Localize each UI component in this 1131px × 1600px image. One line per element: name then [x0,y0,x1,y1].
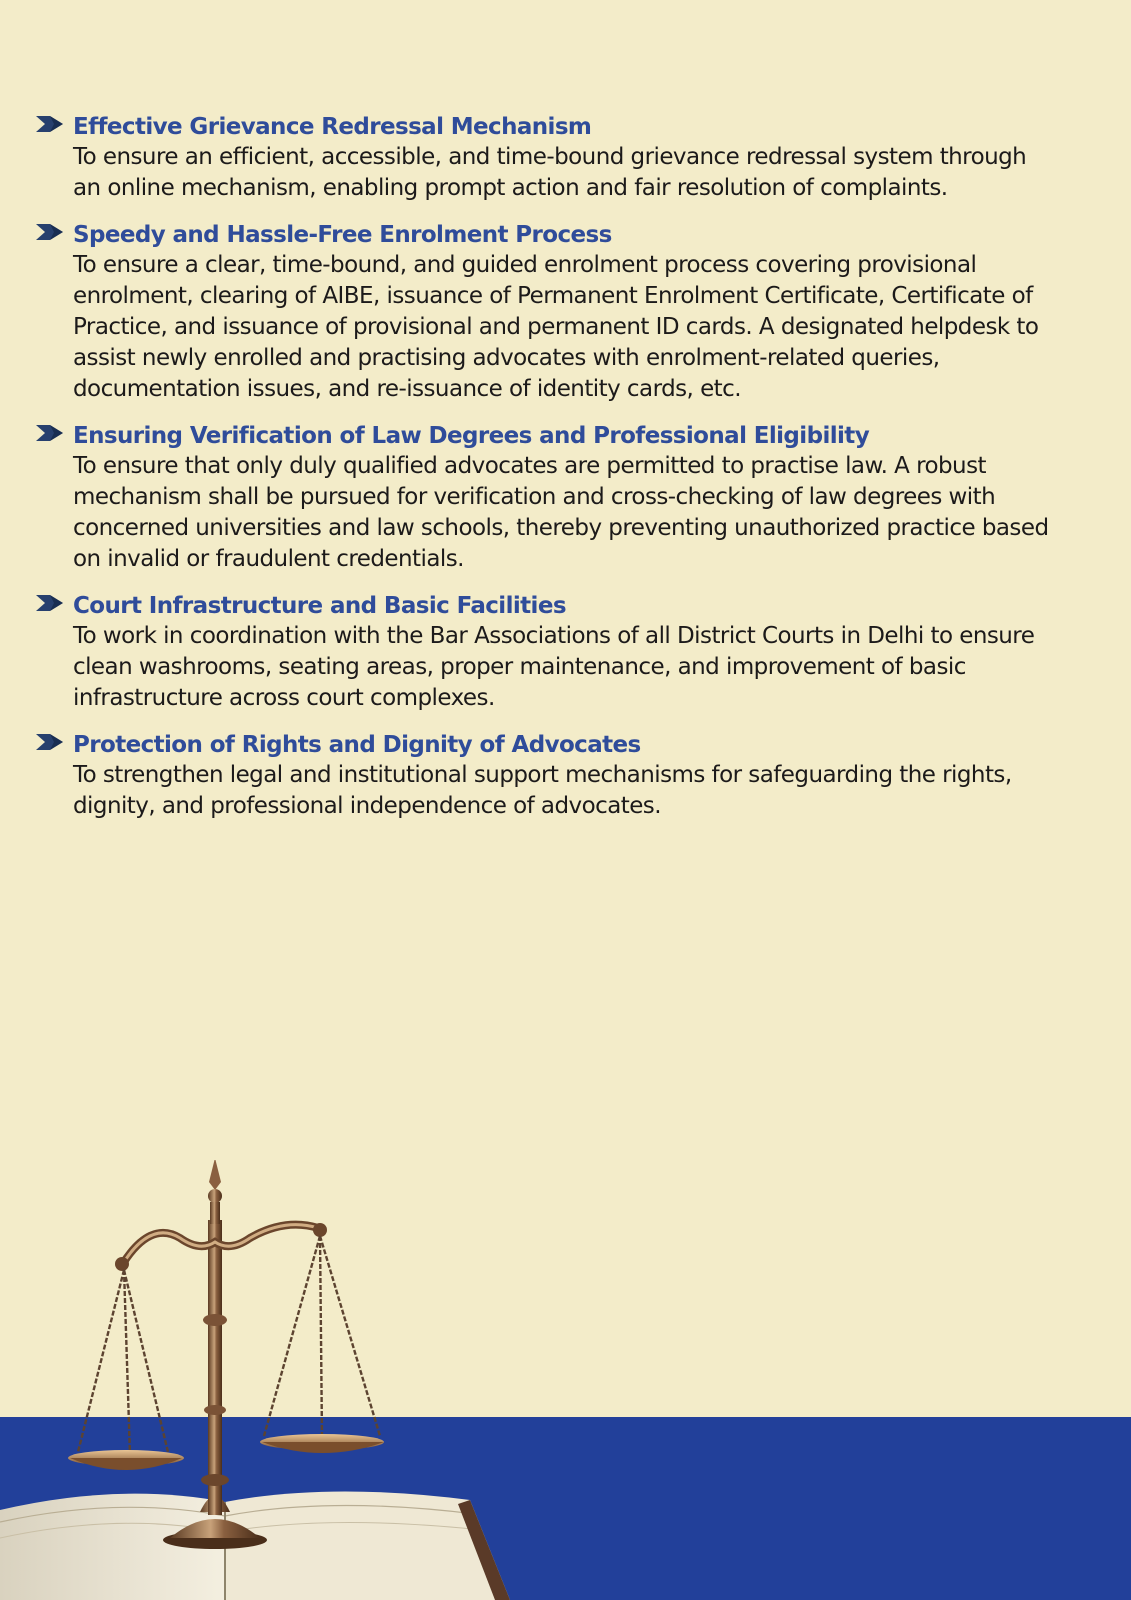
description-line: dignity, and professional independence of advocates. [73,793,661,819]
chevron-arrow-icon [36,115,66,133]
chevron-arrow-icon [36,733,66,751]
item-heading: Protection of Rights and Dignity of Advocates [73,732,641,758]
list-item [36,591,1096,714]
item-description [73,451,1096,575]
item-description [73,760,1096,822]
description-line: To work in coordination with the Bar Associations of all District Courts in Delhi to ensure [73,623,1035,649]
list-item [36,730,1096,822]
description-line: clean washrooms, seating areas, proper maintenance, and improvement of basic [73,654,966,680]
item-heading: Court Infrastructure and Basic Facilities [73,593,566,619]
description-line: To strengthen legal and institutional support mechanisms for safeguarding the rights, [73,762,1012,788]
description-line: concerned universities and law schools, thereby preventing unauthorized practice based [73,515,1049,541]
description-line: mechanism shall be pursued for verification and cross-checking of law degrees with [73,484,996,510]
description-line: an online mechanism, enabling prompt action and fair resolution of complaints. [73,175,948,201]
list-item [36,421,1096,575]
item-description [73,142,1096,204]
description-line: To ensure that only duly qualified advocates are permitted to practise law. A robust [73,453,986,479]
item-description [73,621,1096,714]
description-line: Practice, and issuance of provisional and permanent ID cards. A designated helpdesk to [73,314,1039,340]
description-line: enrolment, clearing of AIBE, issuance of Permanent Enrolment Certificate, Certificate of [73,283,1033,309]
description-line: assist newly enrolled and practising advocates with enrolment-related queries, [73,345,940,371]
chevron-arrow-icon [36,424,66,442]
description-line: To ensure an efficient, accessible, and time-bound grievance redressal system through [73,144,1027,170]
list-item [36,220,1096,405]
item-heading: Speedy and Hassle-Free Enrolment Process [73,222,612,248]
scales-of-justice-icon [0,1160,560,1600]
description-line: infrastructure across court complexes. [73,685,495,711]
chevron-arrow-icon [36,223,66,241]
description-line: documentation issues, and re-issuance of identity cards, etc. [73,376,742,402]
item-heading: Effective Grievance Redressal Mechanism [73,114,592,140]
description-line: To ensure a clear, time-bound, and guided enrolment process covering provisional [73,252,977,278]
item-description [73,250,1096,405]
list-item [36,112,1096,204]
description-line: on invalid or fraudulent credentials. [73,546,464,572]
chevron-arrow-icon [36,594,66,612]
objectives-list [36,112,1096,838]
item-heading: Ensuring Verification of Law Degrees and Professional Eligibility [73,423,870,449]
